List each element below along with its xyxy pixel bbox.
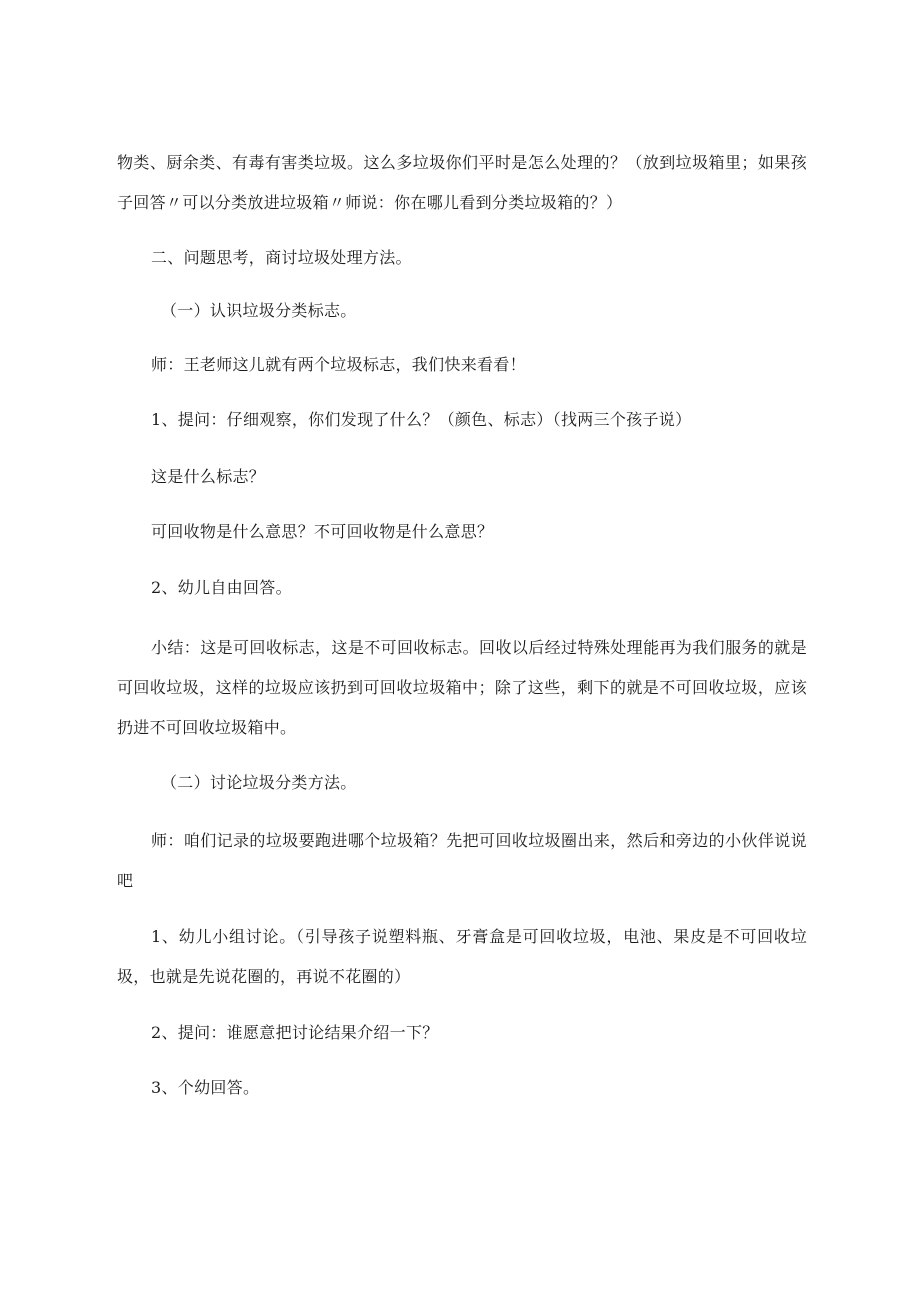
paragraph-what-sign: 这是什么标志？ — [151, 467, 266, 486]
paragraph-teacher-intro: 师：王老师这儿就有两个垃圾标志，我们快来看看！ — [151, 355, 526, 374]
paragraph-recyclable-meaning: 可回收物是什么意思？不可回收物是什么意思？ — [151, 522, 494, 541]
subsection-heading-1: （一）认识垃圾分类标志。 — [161, 301, 357, 320]
paragraph-teacher-question: 师：咱们记录的垃圾要跑进哪个垃圾箱？先把可回收垃圾圈出来，然后和旁边的小伙伴说说吧 — [117, 831, 807, 890]
paragraph-continuation: 物类、厨余类、有毒有害类垃圾。这么多垃圾你们平时是怎么处理的？（放到垃圾箱里；如果孩子回答〃可以分类放进垃圾箱〃师说：你在哪儿看到分类垃圾箱的？） — [117, 153, 807, 212]
paragraph-question-2: 2、提问：谁愿意把讨论结果介绍一下？ — [151, 1023, 439, 1042]
section-heading-2: 二、问题思考，商讨垃圾处理方法。 — [151, 248, 412, 267]
paragraph-group-discussion: 1、幼儿小组讨论。（引导孩子说塑料瓶、牙膏盒是可回收垃圾，电池、果皮是不可回收垃圾，也就是先说花圈的，再说不花圈的） — [117, 927, 807, 986]
subsection-heading-2: （二）讨论垃圾分类方法。 — [161, 773, 357, 792]
paragraph-question-1: 1、提问：仔细观察，你们发现了什么？（颜色、标志）（找两三个孩子说） — [151, 410, 692, 429]
paragraph-summary: 小结：这是可回收标志，这是不可回收标志。回收以后经过特殊处理能再为我们服务的就是可回收垃圾，这样的垃圾应该扔到可回收垃圾箱中；除了这些，剩下的就是不可回收垃圾，应该扔进不可回收垃圾箱中。 — [117, 638, 807, 737]
paragraph-individual-answer: 3、个幼回答。 — [151, 1078, 260, 1097]
paragraph-free-answer: 2、幼儿自由回答。 — [151, 578, 292, 597]
